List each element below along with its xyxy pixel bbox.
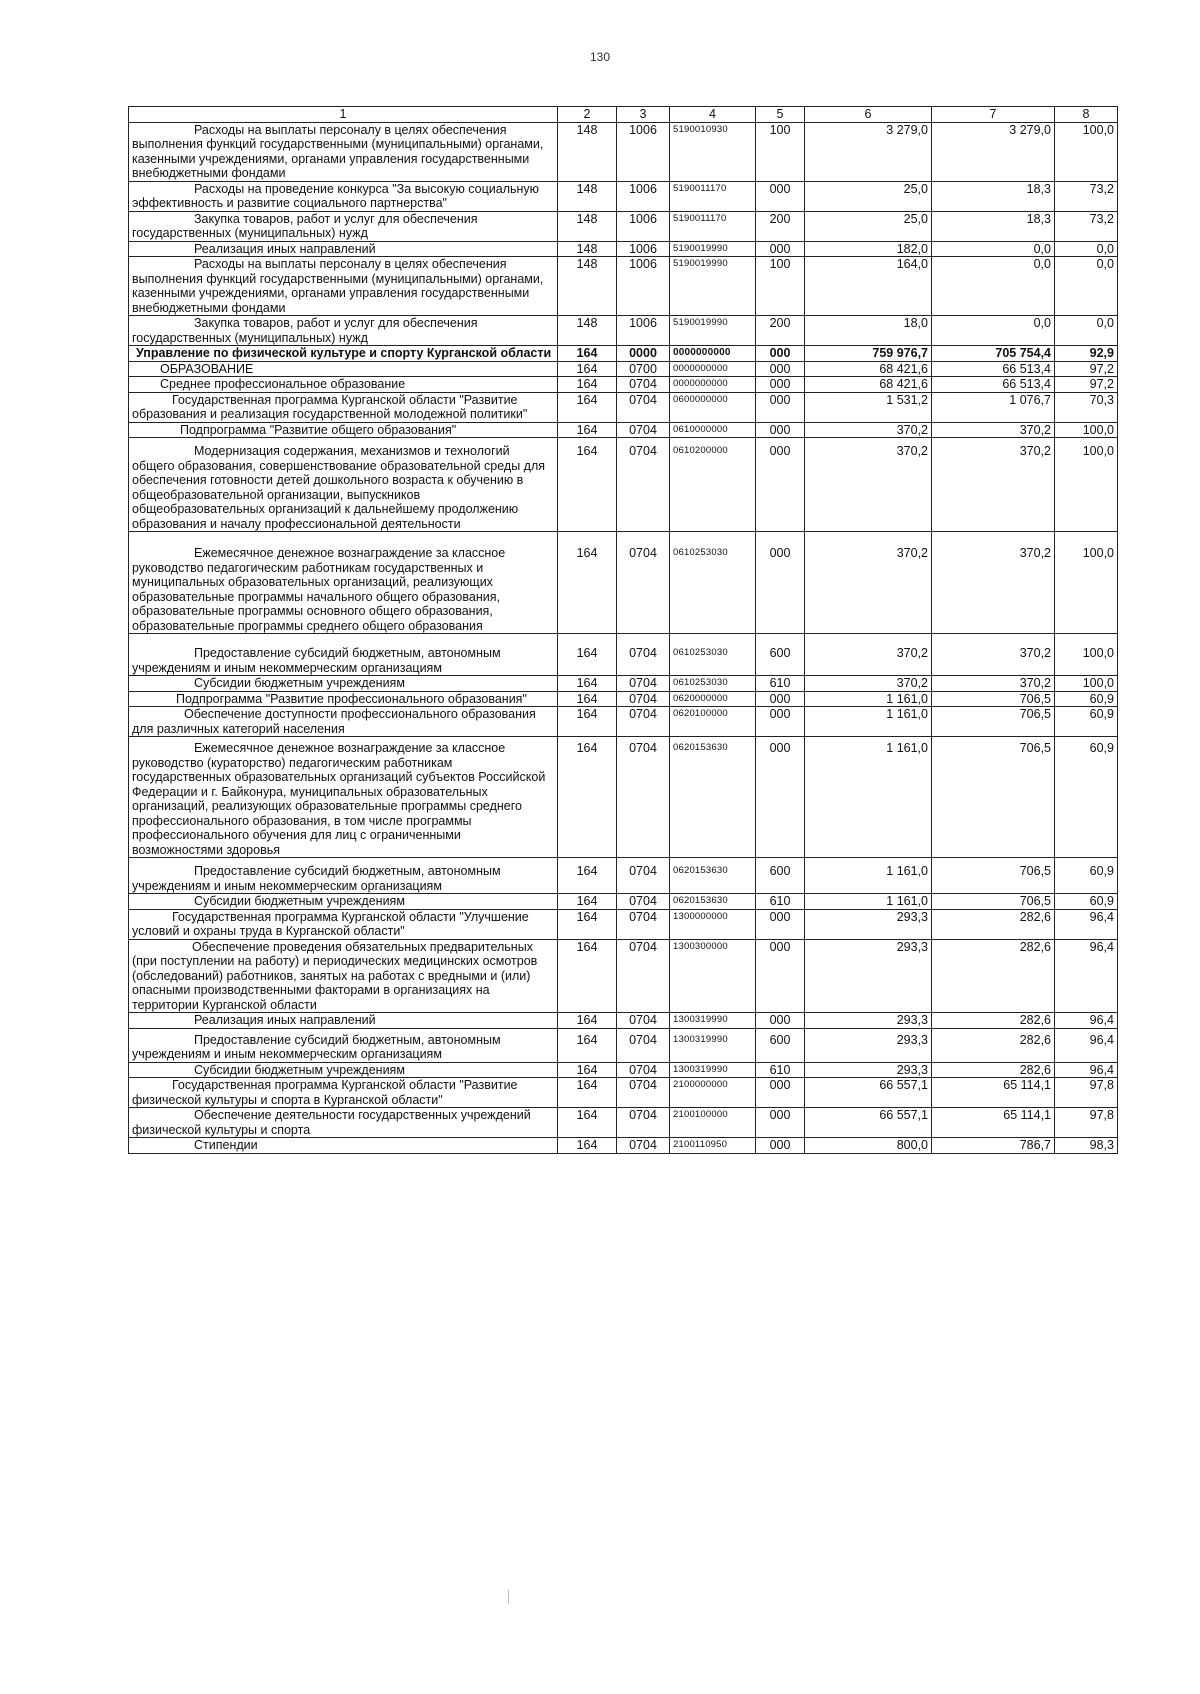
target-article-cell: 0610253030: [670, 634, 756, 676]
actual-amount-cell: 706,5: [932, 737, 1055, 858]
percent-cell: 70,3: [1055, 392, 1118, 422]
target-article-cell: 0620000000: [670, 691, 756, 707]
table-row: [129, 422, 1118, 438]
row-name-cell: ОБРАЗОВАНИЕ: [129, 361, 558, 377]
section-code-cell: 1006: [617, 122, 670, 181]
target-article-cell: 5190011170: [670, 181, 756, 211]
header-row: [129, 107, 1118, 123]
gr-code-cell: 164: [558, 858, 617, 894]
section-code-cell: 0704: [617, 691, 670, 707]
row-name-cell: Предоставление субсидий бюджетным, автономным учреждениям и иным некоммерческим организациям: [129, 858, 558, 894]
percent-cell: 97,8: [1055, 1108, 1118, 1138]
expense-type-cell: 000: [756, 707, 805, 737]
expense-type-cell: 000: [756, 1078, 805, 1108]
percent-cell: 96,4: [1055, 1028, 1118, 1062]
gr-code-cell: 164: [558, 346, 617, 362]
table-row: [129, 316, 1118, 346]
planned-amount-cell: 164,0: [805, 257, 932, 316]
planned-amount-cell: 66 557,1: [805, 1078, 932, 1108]
expense-type-cell: 000: [756, 361, 805, 377]
section-code-cell: 0704: [617, 676, 670, 692]
section-code-cell: 0704: [617, 894, 670, 910]
planned-amount-cell: 293,3: [805, 909, 932, 939]
row-name-cell: Ежемесячное денежное вознаграждение за классное руководство педагогическим работникам государственных и муниципальных образовательных организаций, реализующих образовательные программы начального общего образования, образовательные программы основного общего образования, образовательные программы среднего общего образования: [129, 532, 558, 634]
row-name-cell: Среднее профессиональное образование: [129, 377, 558, 393]
header-cell: 6: [805, 107, 932, 123]
percent-cell: 73,2: [1055, 181, 1118, 211]
section-code-cell: 0704: [617, 392, 670, 422]
section-code-cell: 0704: [617, 377, 670, 393]
row-name-cell: Субсидии бюджетным учреждениям: [129, 1062, 558, 1078]
planned-amount-cell: 370,2: [805, 532, 932, 634]
expense-type-cell: 200: [756, 316, 805, 346]
planned-amount-cell: 66 557,1: [805, 1108, 932, 1138]
row-name-cell: Обеспечение проведения обязательных предварительных (при поступлении на работу) и периодических медицинских осмотров (обследований) работников, занятых на работах с вредными и (или) опасными производственными факторами в организациях на территории Курганской области: [129, 939, 558, 1013]
table-row: [129, 1138, 1118, 1154]
section-code-cell: 0704: [617, 1062, 670, 1078]
row-name-cell: Расходы на выплаты персоналу в целях обеспечения выполнения функций государственными (муниципальными) органами, казенными учреждениями, органами управления государственными внебюджетными фондами: [129, 122, 558, 181]
percent-cell: 60,9: [1055, 707, 1118, 737]
expense-type-cell: 000: [756, 1138, 805, 1154]
row-name-cell: Государственная программа Курганской области "Развитие образования и реализация государственной молодежной политики": [129, 392, 558, 422]
percent-cell: 0,0: [1055, 241, 1118, 257]
actual-amount-cell: 0,0: [932, 241, 1055, 257]
gr-code-cell: 164: [558, 909, 617, 939]
section-code-cell: 1006: [617, 181, 670, 211]
expense-type-cell: 000: [756, 532, 805, 634]
percent-cell: 73,2: [1055, 211, 1118, 241]
header-cell: 1: [129, 107, 558, 123]
expense-type-cell: 000: [756, 939, 805, 1013]
expense-type-cell: 000: [756, 181, 805, 211]
gr-code-cell: 164: [558, 939, 617, 1013]
actual-amount-cell: 370,2: [932, 438, 1055, 532]
section-code-cell: 0704: [617, 634, 670, 676]
planned-amount-cell: 293,3: [805, 939, 932, 1013]
row-name-cell: Обеспечение деятельности государственных учреждений физической культуры и спорта: [129, 1108, 558, 1138]
gr-code-cell: 164: [558, 377, 617, 393]
actual-amount-cell: 65 114,1: [932, 1108, 1055, 1138]
actual-amount-cell: 706,5: [932, 707, 1055, 737]
row-name-cell: Ежемесячное денежное вознаграждение за классное руководство (кураторство) педагогическим работникам государственных образовательных организаций субъектов Российской Федерации и г. Байконура, муниципальных образовательных организаций, реализующих образовательные программы среднего профессионального образования, в том числе программы профессионального обучения для лиц с ограниченными возможностями здоровья: [129, 737, 558, 858]
target-article-cell: 5190019990: [670, 316, 756, 346]
row-name-cell: Управление по физической культуре и спорту Курганской области: [129, 346, 558, 362]
expense-type-cell: 000: [756, 241, 805, 257]
percent-cell: 97,8: [1055, 1078, 1118, 1108]
planned-amount-cell: 1 161,0: [805, 707, 932, 737]
actual-amount-cell: 370,2: [932, 634, 1055, 676]
table-row: [129, 858, 1118, 894]
planned-amount-cell: 68 421,6: [805, 361, 932, 377]
row-name-cell: Стипендии: [129, 1138, 558, 1154]
percent-cell: 0,0: [1055, 257, 1118, 316]
percent-cell: 96,4: [1055, 909, 1118, 939]
expense-type-cell: 610: [756, 1062, 805, 1078]
actual-amount-cell: 282,6: [932, 909, 1055, 939]
planned-amount-cell: 293,3: [805, 1028, 932, 1062]
actual-amount-cell: 282,6: [932, 1062, 1055, 1078]
gr-code-cell: 164: [558, 691, 617, 707]
scan-artifact: [508, 1590, 509, 1604]
table-row: [129, 634, 1118, 676]
percent-cell: 60,9: [1055, 691, 1118, 707]
percent-cell: 100,0: [1055, 634, 1118, 676]
row-name-cell: Субсидии бюджетным учреждениям: [129, 676, 558, 692]
section-code-cell: 0704: [617, 1108, 670, 1138]
row-name-cell: Модернизация содержания, механизмов и технологий общего образования, совершенствование образовательной среды для обеспечения готовности детей дошкольного возраста к обучению в общеобразовательной организации, выпускников общеобразовательных организаций к дальнейшему продолжению образования и началу профессиональной деятельности: [129, 438, 558, 532]
row-name-cell: Государственная программа Курганской области "Улучшение условий и охраны труда в Курганской области": [129, 909, 558, 939]
target-article-cell: 1300319990: [670, 1062, 756, 1078]
section-code-cell: 0704: [617, 909, 670, 939]
planned-amount-cell: 1 161,0: [805, 691, 932, 707]
target-article-cell: 0610253030: [670, 532, 756, 634]
row-name-cell: Закупка товаров, работ и услуг для обеспечения государственных (муниципальных) нужд: [129, 316, 558, 346]
target-article-cell: 5190010930: [670, 122, 756, 181]
actual-amount-cell: 370,2: [932, 532, 1055, 634]
section-code-cell: 0704: [617, 737, 670, 858]
planned-amount-cell: 18,0: [805, 316, 932, 346]
table-row: [129, 939, 1118, 1013]
target-article-cell: 2100000000: [670, 1078, 756, 1108]
target-article-cell: 0600000000: [670, 392, 756, 422]
section-code-cell: 0704: [617, 707, 670, 737]
actual-amount-cell: 66 513,4: [932, 377, 1055, 393]
percent-cell: 97,2: [1055, 377, 1118, 393]
gr-code-cell: 164: [558, 1013, 617, 1029]
row-name-cell: Расходы на выплаты персоналу в целях обеспечения выполнения функций государственными (муниципальными) органами, казенными учреждениями, органами управления государственными внебюджетными фондами: [129, 257, 558, 316]
actual-amount-cell: 3 279,0: [932, 122, 1055, 181]
percent-cell: 96,4: [1055, 1013, 1118, 1029]
target-article-cell: 0000000000: [670, 346, 756, 362]
actual-amount-cell: 370,2: [932, 422, 1055, 438]
section-code-cell: 0704: [617, 1013, 670, 1029]
gr-code-cell: 164: [558, 1138, 617, 1154]
expense-type-cell: 000: [756, 737, 805, 858]
expense-type-cell: 610: [756, 894, 805, 910]
expense-type-cell: 600: [756, 1028, 805, 1062]
section-code-cell: 0704: [617, 858, 670, 894]
target-article-cell: 1300000000: [670, 909, 756, 939]
target-article-cell: 1300319990: [670, 1013, 756, 1029]
actual-amount-cell: 706,5: [932, 894, 1055, 910]
gr-code-cell: 148: [558, 241, 617, 257]
planned-amount-cell: 1 161,0: [805, 894, 932, 910]
target-article-cell: 5190019990: [670, 241, 756, 257]
actual-amount-cell: 282,6: [932, 1028, 1055, 1062]
planned-amount-cell: 25,0: [805, 181, 932, 211]
gr-code-cell: 148: [558, 257, 617, 316]
expense-type-cell: 000: [756, 1108, 805, 1138]
row-name-cell: Подпрограмма "Развитие профессионального образования": [129, 691, 558, 707]
section-code-cell: 1006: [617, 316, 670, 346]
percent-cell: 98,3: [1055, 1138, 1118, 1154]
actual-amount-cell: 370,2: [932, 676, 1055, 692]
percent-cell: 100,0: [1055, 676, 1118, 692]
target-article-cell: 0620100000: [670, 707, 756, 737]
actual-amount-cell: 705 754,4: [932, 346, 1055, 362]
target-article-cell: 0620153630: [670, 894, 756, 910]
planned-amount-cell: 1 161,0: [805, 737, 932, 858]
target-article-cell: 0610000000: [670, 422, 756, 438]
table-row: [129, 392, 1118, 422]
header-cell: 4: [670, 107, 756, 123]
gr-code-cell: 164: [558, 676, 617, 692]
expense-type-cell: 000: [756, 392, 805, 422]
table-row: [129, 1013, 1118, 1029]
row-name-cell: Предоставление субсидий бюджетным, автономным учреждениям и иным некоммерческим организациям: [129, 1028, 558, 1062]
target-article-cell: 2100100000: [670, 1108, 756, 1138]
planned-amount-cell: 1 161,0: [805, 858, 932, 894]
gr-code-cell: 164: [558, 361, 617, 377]
gr-code-cell: 164: [558, 1078, 617, 1108]
section-code-cell: 0704: [617, 532, 670, 634]
gr-code-cell: 164: [558, 532, 617, 634]
table-row: [129, 122, 1118, 181]
gr-code-cell: 164: [558, 392, 617, 422]
target-article-cell: 1300300000: [670, 939, 756, 1013]
actual-amount-cell: 18,3: [932, 211, 1055, 241]
header-cell: 2: [558, 107, 617, 123]
target-article-cell: 0620153630: [670, 737, 756, 858]
actual-amount-cell: 786,7: [932, 1138, 1055, 1154]
planned-amount-cell: 68 421,6: [805, 377, 932, 393]
gr-code-cell: 164: [558, 422, 617, 438]
table-row: [129, 707, 1118, 737]
row-name-cell: Реализация иных направлений: [129, 1013, 558, 1029]
actual-amount-cell: 282,6: [932, 939, 1055, 1013]
percent-cell: 60,9: [1055, 858, 1118, 894]
gr-code-cell: 148: [558, 211, 617, 241]
header-cell: 7: [932, 107, 1055, 123]
expense-type-cell: 000: [756, 1013, 805, 1029]
gr-code-cell: 148: [558, 316, 617, 346]
section-code-cell: 0000: [617, 346, 670, 362]
expense-type-cell: 000: [756, 909, 805, 939]
planned-amount-cell: 759 976,7: [805, 346, 932, 362]
gr-code-cell: 164: [558, 737, 617, 858]
expense-type-cell: 600: [756, 858, 805, 894]
budget-table: [128, 106, 1118, 1154]
section-code-cell: 1006: [617, 241, 670, 257]
planned-amount-cell: 1 531,2: [805, 392, 932, 422]
table-row: [129, 438, 1118, 532]
percent-cell: 100,0: [1055, 122, 1118, 181]
section-code-cell: 0704: [617, 1078, 670, 1108]
actual-amount-cell: 0,0: [932, 257, 1055, 316]
gr-code-cell: 164: [558, 1028, 617, 1062]
expense-type-cell: 000: [756, 438, 805, 532]
expense-type-cell: 000: [756, 377, 805, 393]
percent-cell: 100,0: [1055, 422, 1118, 438]
target-article-cell: 5190019990: [670, 257, 756, 316]
target-article-cell: 0000000000: [670, 377, 756, 393]
expense-type-cell: 600: [756, 634, 805, 676]
gr-code-cell: 148: [558, 181, 617, 211]
row-name-cell: Закупка товаров, работ и услуг для обеспечения государственных (муниципальных) нужд: [129, 211, 558, 241]
header-cell: 3: [617, 107, 670, 123]
row-name-cell: Обеспечение доступности профессионального образования для различных категорий населения: [129, 707, 558, 737]
expense-type-cell: 000: [756, 691, 805, 707]
actual-amount-cell: 706,5: [932, 858, 1055, 894]
row-name-cell: Государственная программа Курганской области "Развитие физической культуры и спорта в Курганской области": [129, 1078, 558, 1108]
table-row: [129, 737, 1118, 858]
table-row: [129, 1108, 1118, 1138]
expense-type-cell: 200: [756, 211, 805, 241]
header-cell: 5: [756, 107, 805, 123]
section-code-cell: 0704: [617, 422, 670, 438]
table-row: [129, 676, 1118, 692]
planned-amount-cell: 293,3: [805, 1062, 932, 1078]
page-number: 130: [589, 50, 611, 64]
planned-amount-cell: 800,0: [805, 1138, 932, 1154]
table-row: [129, 691, 1118, 707]
planned-amount-cell: 370,2: [805, 676, 932, 692]
table-row: [129, 894, 1118, 910]
planned-amount-cell: 3 279,0: [805, 122, 932, 181]
section-code-cell: 0704: [617, 1138, 670, 1154]
planned-amount-cell: 370,2: [805, 422, 932, 438]
section-code-cell: 0704: [617, 1028, 670, 1062]
table-row: [129, 181, 1118, 211]
actual-amount-cell: 65 114,1: [932, 1078, 1055, 1108]
section-code-cell: 1006: [617, 257, 670, 316]
target-article-cell: 0000000000: [670, 361, 756, 377]
percent-cell: 0,0: [1055, 316, 1118, 346]
planned-amount-cell: 182,0: [805, 241, 932, 257]
planned-amount-cell: 370,2: [805, 634, 932, 676]
gr-code-cell: 164: [558, 707, 617, 737]
table-row: [129, 346, 1118, 362]
planned-amount-cell: 25,0: [805, 211, 932, 241]
expense-type-cell: 100: [756, 257, 805, 316]
percent-cell: 92,9: [1055, 346, 1118, 362]
table-row: [129, 241, 1118, 257]
gr-code-cell: 164: [558, 438, 617, 532]
percent-cell: 100,0: [1055, 532, 1118, 634]
expense-type-cell: 000: [756, 422, 805, 438]
row-name-cell: Реализация иных направлений: [129, 241, 558, 257]
percent-cell: 60,9: [1055, 894, 1118, 910]
target-article-cell: 0620153630: [670, 858, 756, 894]
table-row: [129, 532, 1118, 634]
percent-cell: 97,2: [1055, 361, 1118, 377]
actual-amount-cell: 66 513,4: [932, 361, 1055, 377]
table-row: [129, 211, 1118, 241]
section-code-cell: 0704: [617, 939, 670, 1013]
target-article-cell: 5190011170: [670, 211, 756, 241]
gr-code-cell: 164: [558, 1062, 617, 1078]
table-row: [129, 361, 1118, 377]
section-code-cell: 0704: [617, 438, 670, 532]
actual-amount-cell: 0,0: [932, 316, 1055, 346]
gr-code-cell: 164: [558, 634, 617, 676]
target-article-cell: 2100110950: [670, 1138, 756, 1154]
target-article-cell: 0610200000: [670, 438, 756, 532]
table-row: [129, 1028, 1118, 1062]
row-name-cell: Подпрограмма "Развитие общего образования": [129, 422, 558, 438]
actual-amount-cell: 706,5: [932, 691, 1055, 707]
table-row: [129, 1062, 1118, 1078]
percent-cell: 96,4: [1055, 939, 1118, 1013]
percent-cell: 60,9: [1055, 737, 1118, 858]
gr-code-cell: 164: [558, 1108, 617, 1138]
header-cell: 8: [1055, 107, 1118, 123]
row-name-cell: Субсидии бюджетным учреждениям: [129, 894, 558, 910]
expense-type-cell: 000: [756, 346, 805, 362]
planned-amount-cell: 293,3: [805, 1013, 932, 1029]
section-code-cell: 0700: [617, 361, 670, 377]
expense-type-cell: 100: [756, 122, 805, 181]
row-name-cell: Предоставление субсидий бюджетным, автономным учреждениям и иным некоммерческим организациям: [129, 634, 558, 676]
expense-type-cell: 610: [756, 676, 805, 692]
planned-amount-cell: 370,2: [805, 438, 932, 532]
section-code-cell: 1006: [617, 211, 670, 241]
table-row: [129, 909, 1118, 939]
target-article-cell: 0610253030: [670, 676, 756, 692]
actual-amount-cell: 18,3: [932, 181, 1055, 211]
percent-cell: 100,0: [1055, 438, 1118, 532]
actual-amount-cell: 1 076,7: [932, 392, 1055, 422]
table-body: [129, 122, 1118, 1153]
row-name-cell: Расходы на проведение конкурса "За высокую социальную эффективность и развитие социального партнерства": [129, 181, 558, 211]
gr-code-cell: 164: [558, 894, 617, 910]
table-row: [129, 1078, 1118, 1108]
actual-amount-cell: 282,6: [932, 1013, 1055, 1029]
gr-code-cell: 148: [558, 122, 617, 181]
table-row: [129, 377, 1118, 393]
table-row: [129, 257, 1118, 316]
percent-cell: 96,4: [1055, 1062, 1118, 1078]
target-article-cell: 1300319990: [670, 1028, 756, 1062]
